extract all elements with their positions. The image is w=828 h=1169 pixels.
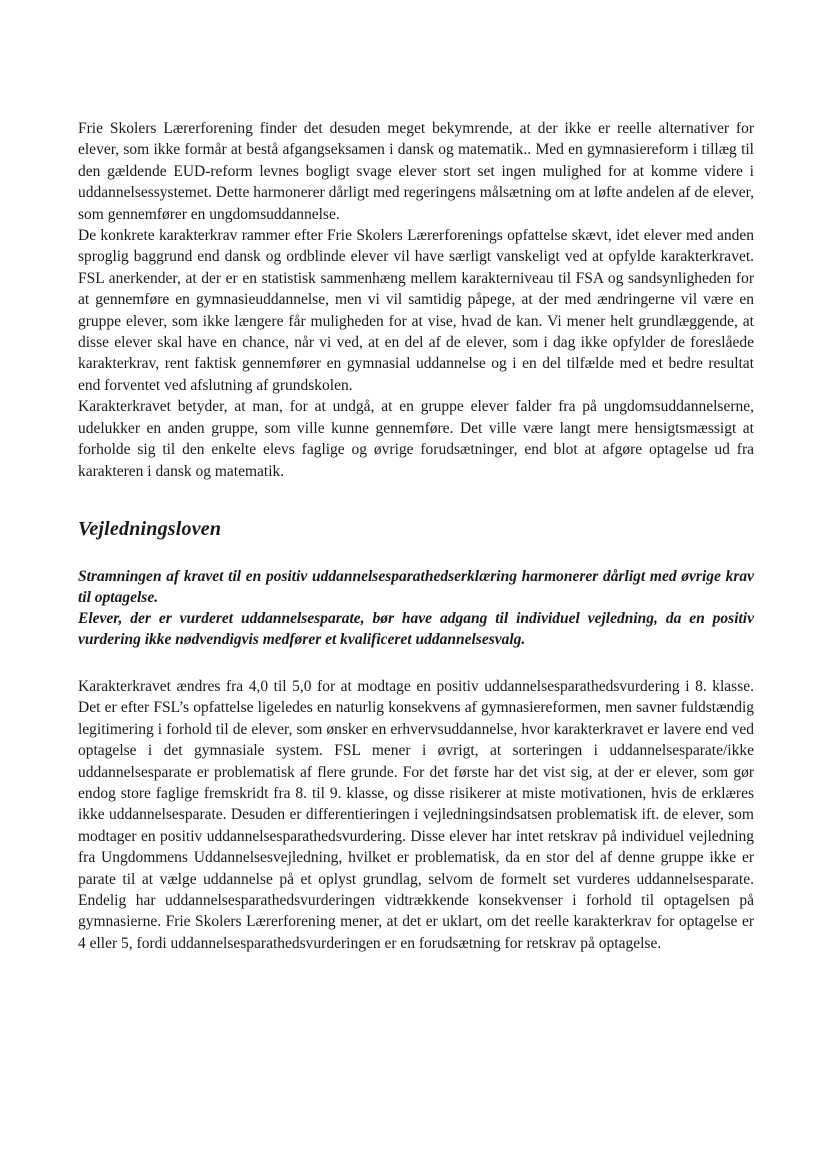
paragraph-alternatives: Frie Skolers Lærerforening finder det desuden meget bekymrende, at der ikke er reelle alternativer for elever, som ikke formår at bestå afgangseksamen i dansk og matematik.. Med en gymnasiereform i tillæg til den gældende EUD-reform levnes bogligt svage elever stort set ingen mulighed for at komme videre i uddannelsessystemet. Dette harmonerer dårligt med regeringens målsætning om at løfte andelen af de elever, som gennemfører en ungdomsuddannelse.	[78, 120, 754, 223]
summary-line-2: Elever, der er vurderet uddannelsesparate, bør have adgang til individuel vejledning, da en positiv vurdering ikke nødvendigvis medfører et kvalificeret uddannelsesvalg.	[78, 609, 754, 648]
section-summary	[78, 566, 754, 650]
paragraph-grade-consequence: Karakterkravet betyder, at man, for at undgå, at en gruppe elever falder fra på ungdomsuddannelserne, udelukker en anden gruppe, som ville kunne gennemføre. Det ville være langt mere hensigtsmæssigt at forholde sig til den enkelte elevs faglige og øvrige forudsætninger, end blot at afgøre optagelse ud fra karakteren i dansk og matematik.	[78, 398, 754, 480]
section-body-paragraph: Karakterkravet ændres fra 4,0 til 5,0 for at modtage en positiv uddannelsesparathedsvurdering i 8. klasse. Det er efter FSL’s opfattelse ligeledes en naturlig konsekvens af gymnasiereformen, men savner fuldstændig legitimering i forhold til de elever, som ønsker en erhvervsuddannelse, hvor karakterkravet er lavere end ved optagelse i det gymnasiale system. FSL mener i øvrigt, at sorteringen i uddannelsesparate/ikke uddannelsesparate er problematisk af flere grunde. For det første har det vist sig, at der er elever, som gør endog store faglige fremskridt fra 8. til 9. klasse, og disse risikerer at miste motivationen, hvis de erklæres ikke uddannelsesparate. Desuden er differentieringen i vejledningsindsatsen problematisk ift. de elever, som modtager en positiv uddannelsesparathedsvurdering. Disse elever har intet retskrav på individuel vejledning fra Ungdommens Uddannelsesvejledning, hvilket er problematisk, da en stor del af denne gruppe ikke er parate til at vælge uddannelse på et oplyst grundlag, selvom de formelt set vurderes uddannelsesparate. Endelig har uddannelsesparathedsvurderingen vidtrækkende konsekvenser i forhold til optagelsen på gymnasierne. Frie Skolers Lærerforening mener, at det er uklart, om det reelle karakterkrav for optagelse er 4 eller 5, fordi uddannelsesparathedsvurderingen er en forudsætning for retskrav på optagelse.	[78, 677, 754, 952]
paragraph-grade-requirements: De konkrete karakterkrav rammer efter Frie Skolers Lærerforenings opfattelse skævt, idet elever med anden sproglig baggrund end dansk og ordblinde elever vil have særligt vanskeligt ved at opfylde karakterkravet. FSL anerkender, at der er en statistisk sammenhæng mellem karakterniveau til FSA og sandsynligheden for at gennemføre en gymnasieuddannelse, men vi vil samtidig påpege, at der med ændringerne vil være en gruppe elever, som ikke længere får muligheden for at vise, hvad de kan. Vi mener helt grundlæggende, at disse elever skal have en chance, når vi ved, at en del af de elever, som i dag ikke opfylder de foreslåede karakterkrav, rent faktisk gennemfører en gymnasial uddannelse og i en del tilfælde med et bedre resultat end forventet ved afslutning af grundskolen.	[78, 227, 754, 394]
summary-line-1: Stramningen af kravet til en positiv uddannelsesparathedserklæring harmonerer dårligt med øvrige krav til optagelse.	[78, 567, 754, 606]
section-heading: Vejledningsloven	[78, 517, 222, 540]
document-page	[78, 118, 754, 954]
